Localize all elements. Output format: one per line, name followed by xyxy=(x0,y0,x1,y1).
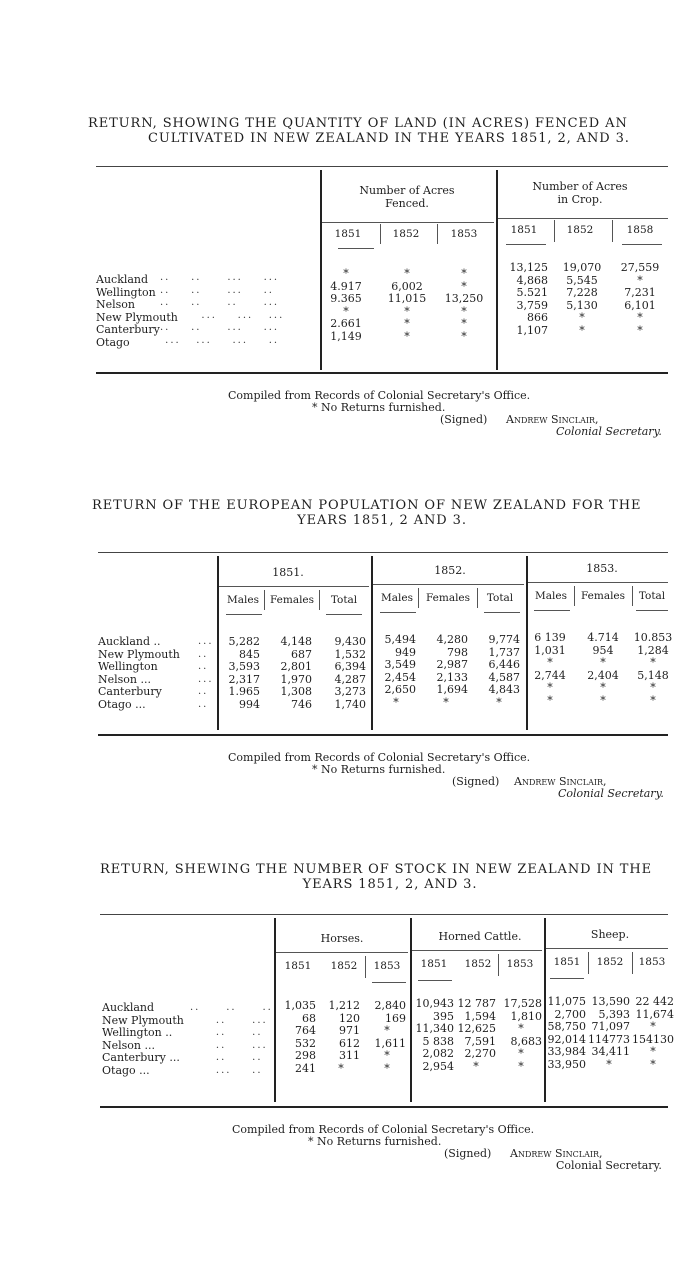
land-cell: 1,149 xyxy=(330,329,362,343)
pop-year-1853: 1853. xyxy=(586,562,618,575)
stock-col-c1851 xyxy=(412,998,454,1073)
stock-cell: 11,075 xyxy=(547,995,586,1008)
land-place: Canterbury xyxy=(96,323,160,336)
stock-signed: (Signed) xyxy=(444,1147,492,1160)
stock-cell: * xyxy=(606,1057,612,1071)
pop-cell: 2,404 xyxy=(587,668,619,682)
pop-cell: 2,133 xyxy=(436,670,468,684)
stock-cell: 971 xyxy=(339,1024,360,1037)
land-place: Wellington xyxy=(96,285,156,299)
land-crop-header: Number of Acres in Crop. xyxy=(532,180,628,206)
stock-signatory: Andrew Sinclair, xyxy=(510,1147,603,1160)
stock-cell: * xyxy=(518,1022,524,1035)
stock-cell: 33,950 xyxy=(547,1057,586,1071)
pop-cell: 2,650 xyxy=(384,683,416,696)
stock-cell: 1,611 xyxy=(374,1036,406,1050)
pop-cell: * xyxy=(547,656,553,669)
pop-sub-total-1853: Total xyxy=(638,590,666,602)
stock-no-returns-note: * No Returns furnished. xyxy=(308,1135,442,1148)
stock-col-c1852 xyxy=(456,998,496,1073)
pop-place: New Plymouth xyxy=(98,647,180,661)
stock-cell: 612 xyxy=(339,1036,360,1050)
pop-sub-females-1851: Females xyxy=(269,594,315,606)
pop-place: Nelson ... xyxy=(98,672,151,686)
land-cell: * xyxy=(637,311,643,324)
pop-cell: 1,694 xyxy=(436,683,468,696)
pop-cell: 6 139 xyxy=(534,631,566,644)
stock-cell: 58,750 xyxy=(547,1020,586,1033)
pop-place: Otago ... xyxy=(98,697,146,711)
pop-cell: 3,273 xyxy=(334,685,366,698)
pop-cell: 6,394 xyxy=(334,660,366,673)
pop-cell: * xyxy=(547,681,553,694)
stock-cell: 1,594 xyxy=(464,1009,496,1023)
stock-col-s1851 xyxy=(544,996,586,1071)
land-place: Otago xyxy=(96,335,130,349)
land-year-fenced-1853: 1853 xyxy=(450,228,478,240)
land-cell: * xyxy=(637,323,643,337)
land-year-crop-1851: 1851 xyxy=(510,224,538,236)
pop-signatory: Andrew Sinclair, xyxy=(514,775,607,788)
pop-cell: * xyxy=(443,695,449,709)
pop-cell: 3,549 xyxy=(384,658,416,671)
land-cell: 4,868 xyxy=(516,273,548,287)
stock-place: Otago ... xyxy=(102,1063,150,1077)
pop-cell: * xyxy=(393,695,399,709)
pop-cell: 4.714 xyxy=(587,631,619,644)
land-cell: 9.365 xyxy=(330,292,362,305)
pop-cell: * xyxy=(650,656,656,669)
stock-cell: 11,340 xyxy=(415,1022,454,1035)
stock-cell: 68 xyxy=(302,1011,316,1025)
stock-cell: 8,683 xyxy=(510,1034,542,1048)
pop-sub-total-1851: Total xyxy=(330,594,358,606)
stock-year-h1852: 1852 xyxy=(330,960,358,972)
pop-cell: 949 xyxy=(395,645,416,659)
land-cell: 7,231 xyxy=(624,286,656,299)
pop-cell: 4,148 xyxy=(280,635,312,648)
stock-cell: 12,625 xyxy=(457,1022,496,1035)
pop-cell: 1.965 xyxy=(228,685,260,698)
stock-cell: 11,674 xyxy=(635,1007,674,1021)
land-cell: * xyxy=(343,304,349,318)
pop-cell: 2,454 xyxy=(384,670,416,684)
pop-cell: 1,308 xyxy=(280,685,312,698)
stock-cell: 17,528 xyxy=(503,997,542,1010)
stock-cell: 2,954 xyxy=(422,1059,454,1073)
land-place: Nelson xyxy=(96,298,136,311)
stock-cell: 34,411 xyxy=(591,1045,630,1058)
stock-cell: 114773 xyxy=(588,1032,630,1046)
land-fenced-header: Number of Acres Fenced. xyxy=(359,184,455,210)
pop-place: Auckland .. xyxy=(98,635,161,648)
stock-cell: * xyxy=(518,1047,524,1060)
pop-place: Wellington xyxy=(98,660,158,673)
pop-cell: * xyxy=(547,693,553,707)
stock-cell: 241 xyxy=(295,1061,316,1075)
pop-year-1852: 1852. xyxy=(434,564,466,577)
pop-sub-males-1851: Males xyxy=(227,594,259,606)
land-cell: * xyxy=(579,323,585,337)
pop-cell: * xyxy=(650,681,656,694)
stock-cell: 12 787 xyxy=(457,997,496,1010)
stock-col-h1852 xyxy=(322,1000,360,1075)
pop-cell: 1,031 xyxy=(534,643,566,657)
pop-cell: 4,843 xyxy=(488,683,520,696)
land-cell: 866 xyxy=(527,311,548,324)
pop-cell: 2,801 xyxy=(280,660,312,673)
stock-cell: * xyxy=(650,1020,656,1033)
pop-cell: 6,446 xyxy=(488,658,520,671)
stock-cell: 2,700 xyxy=(554,1007,586,1021)
land-office: Colonial Secretary. xyxy=(556,425,662,438)
stock-cell: * xyxy=(518,1059,524,1073)
land-cell: 6,002 xyxy=(391,279,423,293)
stock-year-s1851: 1851 xyxy=(553,956,581,968)
land-no-returns-note: * No Returns furnished. xyxy=(312,401,446,414)
land-cell: 13,125 xyxy=(509,261,548,274)
land-cell: 2.661 xyxy=(330,317,362,330)
stock-cell: 120 xyxy=(339,1011,360,1025)
stock-places xyxy=(102,1002,184,1077)
pop-cell: 1,970 xyxy=(280,672,312,686)
stock-cell: 311 xyxy=(339,1049,360,1062)
stock-cell: * xyxy=(384,1024,390,1037)
land-title-line2: CULTIVATED IN NEW ZEALAND IN THE YEARS 1851, 2, AND 3. xyxy=(148,131,630,146)
pop-leader-dots: ... .. .. ... .. .. xyxy=(198,636,214,710)
stock-year-s1852: 1852 xyxy=(596,956,624,968)
pop-signed: (Signed) xyxy=(452,775,500,788)
land-year-fenced-1851: 1851 xyxy=(334,228,362,240)
pop-cell: * xyxy=(600,681,606,694)
stock-cell: 10,943 xyxy=(415,997,454,1010)
pop-cell: 4,280 xyxy=(436,633,468,646)
pop-cell: 1,284 xyxy=(637,643,669,657)
land-cell: * xyxy=(461,267,467,280)
pop-sub-females-1852: Females xyxy=(425,592,471,604)
stock-col-h1851 xyxy=(278,1000,316,1075)
pop-cell: 4,287 xyxy=(334,672,366,686)
pop-cell: 5,282 xyxy=(228,635,260,648)
pop-cell: 2,317 xyxy=(228,672,260,686)
land-title-line1: RETURN, SHOWING THE QUANTITY OF LAND (IN ACRES) FENCED AN xyxy=(88,116,628,131)
stock-cell: 13,590 xyxy=(591,995,630,1008)
land-cell: * xyxy=(461,279,467,293)
stock-cell: 92,014 xyxy=(547,1032,586,1046)
stock-group-sheep: Sheep. xyxy=(590,928,630,941)
pop-cell: 4,587 xyxy=(488,670,520,684)
land-leader-dots: .. .. ... ... .. .. ... .. .. .. .. ... ... ... ... .. .. ... ... ... ... ... .. xyxy=(160,272,285,346)
land-cell: * xyxy=(461,304,467,318)
stock-cell: 33,984 xyxy=(547,1045,586,1058)
stock-title xyxy=(100,862,680,892)
stock-cell: 71,097 xyxy=(591,1020,630,1033)
land-cell: 3,759 xyxy=(516,298,548,312)
pop-cell: 798 xyxy=(447,645,468,659)
stock-cell: * xyxy=(473,1059,479,1073)
stock-cell: 764 xyxy=(295,1024,316,1037)
stock-cell: 1,810 xyxy=(510,1009,542,1023)
stock-title-line1: RETURN, SHEWING THE NUMBER OF STOCK IN NEW ZEALAND IN THE xyxy=(100,862,652,877)
stock-col-s1853 xyxy=(632,996,674,1071)
stock-leader-dots: .. .. .. .. ... .. .. .. ... .. .. ... .. xyxy=(190,1002,273,1076)
stock-col-c1853 xyxy=(500,998,542,1073)
stock-cell: * xyxy=(384,1061,390,1075)
pop-cell: * xyxy=(600,693,606,707)
pop-cell: 9,774 xyxy=(488,633,520,646)
pop-place: Canterbury xyxy=(98,685,162,698)
pop-sub-total-1852: Total xyxy=(486,592,514,604)
land-signed: (Signed) xyxy=(440,413,488,426)
stock-cell: * xyxy=(650,1057,656,1071)
pop-sub-females-1853: Females xyxy=(580,590,626,602)
land-cell: * xyxy=(404,304,410,318)
land-cell: * xyxy=(343,267,349,280)
pop-cell: 845 xyxy=(239,647,260,661)
pop-cell: 2,987 xyxy=(436,658,468,671)
land-compiled-note: Compiled from Records of Colonial Secretary's Office. xyxy=(228,389,531,402)
stock-cell: 5,393 xyxy=(598,1007,630,1021)
pop-office: Colonial Secretary. xyxy=(558,787,664,800)
stock-cell: * xyxy=(338,1061,344,1075)
pop-title-line2: YEARS 1851, 2 AND 3. xyxy=(297,513,467,528)
land-cell: * xyxy=(461,329,467,343)
pop-title-line1: RETURN OF THE EUROPEAN POPULATION OF NEW ZEALAND FOR THE xyxy=(92,498,642,513)
pop-compiled-note: Compiled from Records of Colonial Secretary's Office. xyxy=(228,751,531,764)
pop-cell: 687 xyxy=(291,647,312,661)
land-cell: * xyxy=(404,329,410,343)
pop-cell: 5,494 xyxy=(384,633,416,646)
pop-cell: 2,744 xyxy=(534,668,566,682)
land-year-fenced-1852: 1852 xyxy=(392,228,420,240)
pop-cell: 10.853 xyxy=(633,631,673,644)
land-cell: 7,228 xyxy=(566,286,598,299)
land-cell: 4.917 xyxy=(330,279,362,293)
stock-year-c1851: 1851 xyxy=(420,958,448,970)
land-cell: * xyxy=(579,311,585,324)
stock-office: Colonial Secretary. xyxy=(556,1159,662,1172)
stock-place: New Plymouth xyxy=(102,1013,184,1027)
stock-compiled-note: Compiled from Records of Colonial Secretary's Office. xyxy=(232,1123,535,1136)
land-signatory: Andrew Sinclair, xyxy=(506,413,599,426)
pop-sub-males-1853: Males xyxy=(535,590,567,602)
pop-sub-males-1852: Males xyxy=(381,592,413,604)
stock-cell: 2,840 xyxy=(374,999,406,1012)
pop-cell: 1,532 xyxy=(334,647,366,661)
stock-cell: 1,212 xyxy=(328,999,360,1012)
stock-place: Auckland xyxy=(102,1001,155,1014)
land-cell: 27,559 xyxy=(620,261,660,274)
pop-cell: 994 xyxy=(239,697,260,711)
pop-cell: * xyxy=(496,695,502,709)
stock-year-c1853: 1853 xyxy=(506,958,534,970)
stock-year-h1851: 1851 xyxy=(284,960,312,972)
stock-col-h1853 xyxy=(368,1000,406,1075)
land-cell: 11,015 xyxy=(387,292,427,305)
land-cell: 19,070 xyxy=(562,261,602,274)
stock-cell: 5 838 xyxy=(422,1034,454,1048)
land-cell: 5.521 xyxy=(516,286,548,299)
stock-cell: 2,082 xyxy=(422,1047,454,1060)
land-cell: * xyxy=(404,317,410,330)
stock-cell: 395 xyxy=(433,1009,454,1023)
land-year-crop-1858: 1858 xyxy=(626,224,654,236)
pop-cell: 1,737 xyxy=(488,645,520,659)
pop-cell: 746 xyxy=(291,697,312,711)
land-cell: * xyxy=(404,267,410,280)
stock-title-line2: YEARS 1851, 2, AND 3. xyxy=(302,877,478,892)
pop-cell: 3,593 xyxy=(228,660,260,673)
stock-place: Wellington .. xyxy=(102,1026,173,1039)
pop-cell: * xyxy=(600,656,606,669)
pop-cell: 1,740 xyxy=(334,697,366,711)
stock-cell: 169 xyxy=(385,1011,406,1025)
land-cell: 5,130 xyxy=(566,298,598,312)
stock-cell: 1,035 xyxy=(284,999,316,1012)
stock-cell: 532 xyxy=(295,1036,316,1050)
stock-cell: 2,270 xyxy=(464,1047,496,1060)
land-place: New Plymouth xyxy=(96,310,178,324)
land-cell: 13,250 xyxy=(444,292,484,305)
land-year-crop-1852: 1852 xyxy=(566,224,594,236)
stock-group-cattle: Horned Cattle. xyxy=(438,930,522,943)
stock-year-h1853: 1853 xyxy=(373,960,401,972)
land-cell: 5,545 xyxy=(566,273,598,287)
pop-no-returns-note: * No Returns furnished. xyxy=(312,763,446,776)
pop-cell: 954 xyxy=(592,643,614,657)
stock-cell: 7,591 xyxy=(464,1034,496,1048)
pop-cell: 5,148 xyxy=(637,668,669,682)
land-cell: 6,101 xyxy=(624,298,656,312)
land-cell: 1,107 xyxy=(516,323,548,337)
stock-place: Canterbury ... xyxy=(102,1051,180,1064)
stock-cell: 154130 xyxy=(632,1032,674,1046)
stock-col-s1852 xyxy=(588,996,630,1071)
stock-year-c1852: 1852 xyxy=(464,958,492,970)
stock-place: Nelson ... xyxy=(102,1038,155,1052)
pop-year-1851: 1851. xyxy=(272,566,304,579)
land-cell: * xyxy=(461,317,467,330)
stock-year-s1853: 1853 xyxy=(638,956,666,968)
stock-cell: 298 xyxy=(295,1049,316,1062)
stock-cell: 22 442 xyxy=(635,995,674,1008)
stock-group-horses: Horses. xyxy=(320,932,364,945)
land-cell: * xyxy=(637,273,643,287)
stock-cell: * xyxy=(384,1049,390,1062)
land-place: Auckland xyxy=(96,273,149,286)
pop-cell: 9,430 xyxy=(334,635,366,648)
pop-cell: * xyxy=(650,693,656,707)
stock-cell: * xyxy=(650,1045,656,1058)
